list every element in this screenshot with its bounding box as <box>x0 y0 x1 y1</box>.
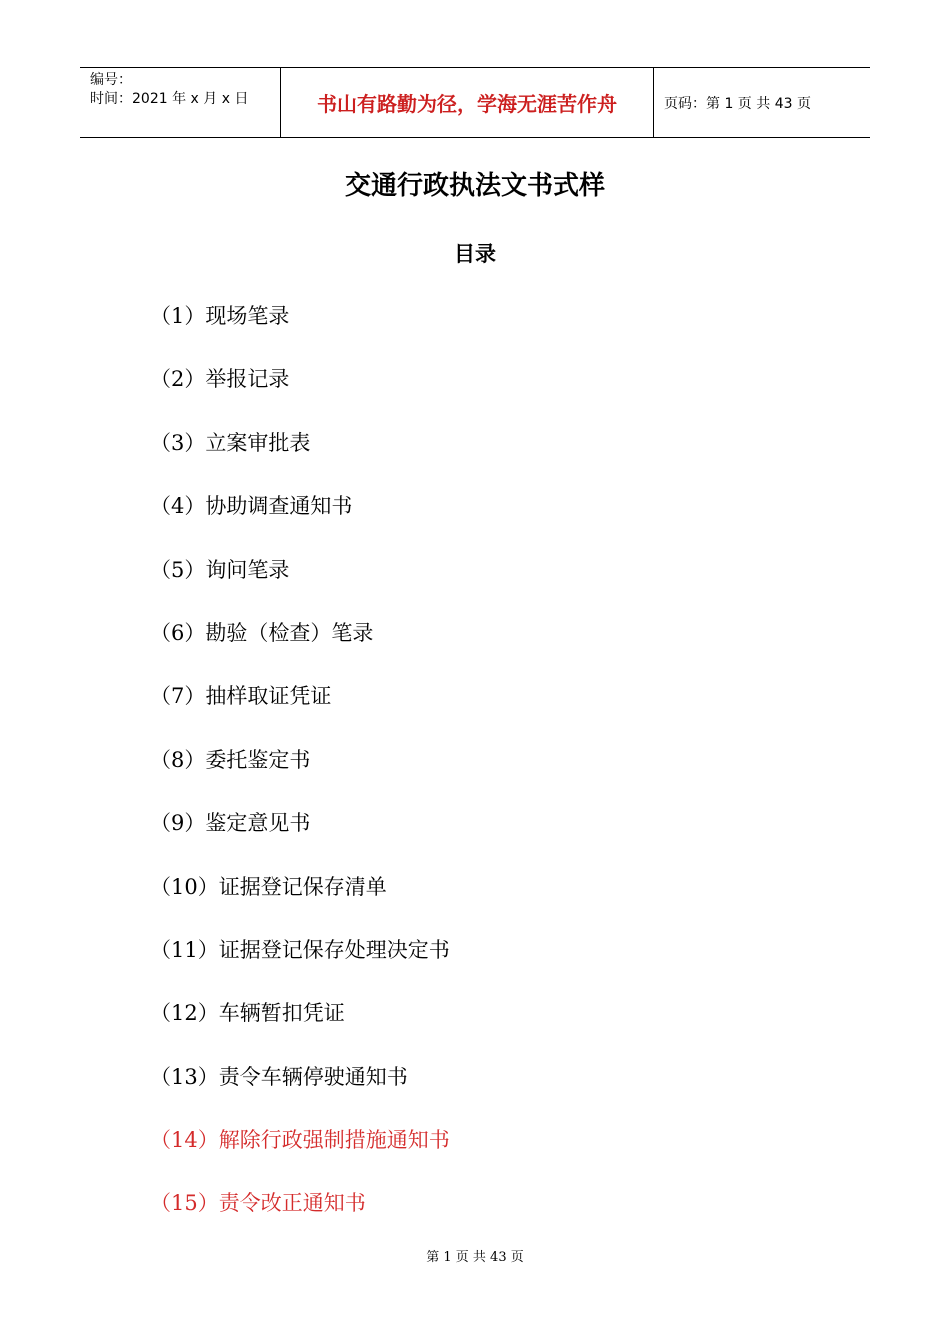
toc-item[interactable]: （7）抽样取证凭证 <box>150 684 332 709</box>
header-page-info: 页码：第 1 页 共 43 页 <box>664 95 811 112</box>
toc-item[interactable]: （12）车辆暂扣凭证 <box>150 1001 345 1026</box>
table-of-contents <box>150 300 450 1251</box>
toc-heading: 目录 <box>454 242 496 266</box>
toc-item[interactable]: （11）证据登记保存处理决定书 <box>150 937 450 962</box>
document-time: 时间：2021 年 x 月 x 日 <box>90 91 249 107</box>
header-meta <box>80 68 281 137</box>
header-motto: 书山有路勤为径，学海无涯苦作舟 <box>281 68 654 137</box>
toc-item[interactable]: （15）责令改正通知书 <box>150 1191 366 1216</box>
toc-item[interactable]: （1）现场笔录 <box>150 304 290 328</box>
toc-item[interactable]: （5）询问笔录 <box>150 557 290 582</box>
toc-item[interactable]: （4）协助调查通知书 <box>150 494 353 519</box>
toc-item[interactable]: （14）解除行政强制措施通知书 <box>150 1128 450 1153</box>
toc-item[interactable]: （13）责令车辆停驶通知书 <box>150 1064 408 1089</box>
page-footer: 第 1 页 共 43 页 <box>426 1250 524 1265</box>
toc-item[interactable]: （3）立案审批表 <box>150 430 311 455</box>
toc-item[interactable]: （6）勘验（检查）笔录 <box>150 620 374 645</box>
toc-item[interactable]: （10）证据登记保存清单 <box>150 874 387 899</box>
toc-item[interactable]: （8）委托鉴定书 <box>150 747 311 772</box>
toc-item[interactable]: （9）鉴定意见书 <box>150 811 311 836</box>
document-number-label: 编号： <box>90 72 132 88</box>
toc-item[interactable]: （2）举报记录 <box>150 367 290 392</box>
page-header <box>80 67 870 138</box>
document-title: 交通行政执法文书式样 <box>344 171 605 201</box>
